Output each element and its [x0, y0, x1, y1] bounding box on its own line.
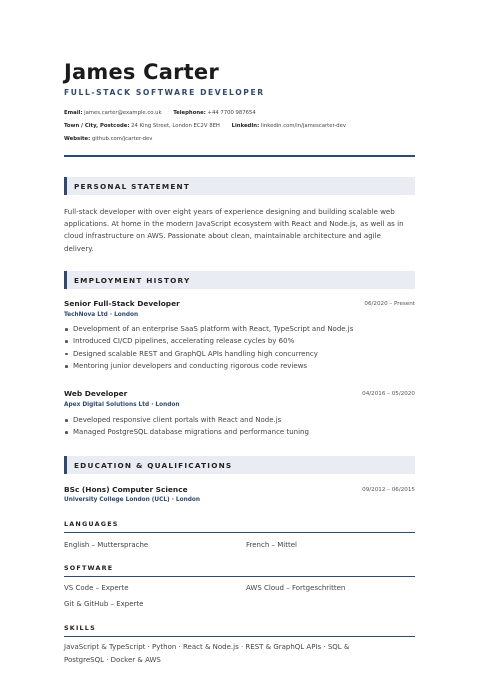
job-role-title: FULL-STACK SOFTWARE DEVELOPER: [64, 88, 265, 97]
statement-line: delivery.: [64, 243, 94, 253]
degree-title: BSc (Hons) Computer Science: [64, 485, 188, 494]
location-value: 24 King Street, London EC2V 8EH: [131, 123, 220, 129]
subsection-divider: [64, 576, 415, 577]
subsection-divider: [64, 636, 415, 637]
subsection-skills: [64, 624, 415, 637]
job-bullet-list: [64, 414, 415, 439]
institution: University College London (UCL) · London: [64, 497, 200, 503]
contact-line-3: [64, 136, 152, 142]
website-value[interactable]: github.com/jcarter-dev: [91, 136, 153, 142]
linkedin-label: LinkedIn:: [231, 123, 260, 129]
job-bullet-list: [64, 323, 415, 373]
section-personal-statement: [64, 177, 415, 195]
personal-statement-text: [64, 206, 415, 255]
education-dates: 09/2012 – 06/2015: [362, 487, 415, 493]
subsection-heading: SOFTWARE: [64, 564, 114, 572]
subsection-heading: SKILLS: [64, 624, 96, 632]
list-item: Managed PostgreSQL database migrations and performance tuning: [64, 426, 415, 438]
section-accent-bar: [64, 177, 67, 195]
statement-line: applications. At home in the modern JavaScript ecosystem with React and Node.js, as well as in: [64, 219, 404, 229]
list-item: Mentoring junior developers and conducting rigorous code reviews: [64, 360, 415, 372]
section-heading: EMPLOYMENT HISTORY: [74, 276, 191, 285]
list-item: Introduced CI/CD pipelines, accelerating release cycles by 60%: [64, 335, 415, 347]
website-label: Website:: [64, 136, 91, 142]
section-accent-bar: [64, 456, 67, 474]
contact-line-1: [64, 110, 256, 116]
subsection-heading: LANGUAGES: [64, 520, 119, 528]
email-value[interactable]: james.carter@example.co.uk: [84, 110, 162, 116]
section-heading: PERSONAL STATEMENT: [74, 182, 190, 191]
section-education: [64, 456, 415, 474]
location-label: Town / City, Postcode:: [64, 123, 130, 129]
section-heading: EDUCATION & QUALIFICATIONS: [74, 461, 233, 470]
job-employer: Apex Digital Solutions Ltd · London: [64, 402, 180, 408]
list-item: Development of an enterprise SaaS platform with React, TypeScript and Node.js: [64, 323, 415, 335]
subsection-languages: [64, 520, 415, 533]
statement-line: Full-stack developer with over eight years of experience designing and building scalable web: [64, 207, 395, 216]
statement-line: cloud infrastructure on AWS. Passionate about clean, maintainable architecture and agile: [64, 231, 381, 241]
contact-line-2: [64, 123, 346, 129]
email-label: Email:: [64, 110, 83, 116]
subsection-divider: [64, 532, 415, 533]
software-item: VS Code – Experte: [64, 584, 129, 592]
subsection-software: [64, 564, 415, 577]
list-item: Developed responsive client portals with React and Node.js: [64, 414, 415, 426]
job-dates: 04/2016 – 05/2020: [362, 391, 415, 397]
language-item: French – Mittel: [246, 541, 297, 549]
language-item: English – Muttersprache: [64, 541, 149, 549]
linkedin-value[interactable]: linkedin.com/in/jamescarter-dev: [260, 123, 346, 129]
job-title: Senior Full-Stack Developer: [64, 299, 180, 308]
header-divider: [64, 155, 415, 157]
software-item: AWS Cloud – Fortgeschritten: [246, 584, 346, 592]
candidate-name: James Carter: [64, 60, 219, 84]
section-employment-history: [64, 271, 415, 289]
job-employer: TechNova Ltd · London: [64, 312, 139, 318]
section-accent-bar: [64, 271, 67, 289]
job-title: Web Developer: [64, 389, 128, 398]
software-item: Git & GitHub – Experte: [64, 600, 144, 608]
skills-line: JavaScript & TypeScript · Python · React & Node.js · REST & GraphQL APIs · SQL &: [64, 643, 350, 651]
telephone-label: Telephone:: [173, 110, 206, 116]
skills-line: PostgreSQL · Docker & AWS: [64, 656, 161, 664]
job-dates: 06/2020 – Present: [364, 301, 415, 307]
telephone-value[interactable]: +44 7700 987654: [207, 110, 256, 116]
list-item: Designed scalable REST and GraphQL APIs handling high concurrency: [64, 348, 415, 360]
